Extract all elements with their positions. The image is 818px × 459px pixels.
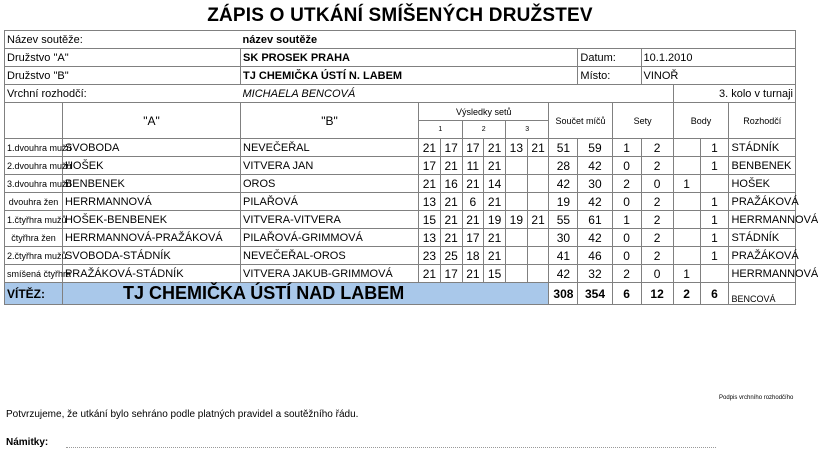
referee-value[interactable]: MICHAELA BENCOVÁ xyxy=(241,85,674,103)
discipline-cell: čtyřhra žen xyxy=(5,229,63,247)
referee-label: Vrchní rozhodčí: xyxy=(5,85,241,103)
discipline-cell: smíšená čtyřhra xyxy=(5,265,63,283)
sets-b-cell[interactable]: 2 xyxy=(641,229,673,247)
body-a-cell[interactable] xyxy=(673,157,700,175)
match-report-table xyxy=(4,30,818,305)
set3-a-cell[interactable] xyxy=(505,247,527,265)
winner-label: VÍTĚZ: xyxy=(5,283,63,305)
match-rows xyxy=(5,139,818,283)
confirmation-text: Potvrzujeme, že utkání bylo sehráno podle platných pravidel a soutěžního řádu. xyxy=(6,409,359,420)
set3-a-cell[interactable] xyxy=(505,175,527,193)
sets-a-cell[interactable]: 1 xyxy=(612,211,641,229)
set3-b-cell[interactable] xyxy=(527,229,549,247)
set1-b-cell[interactable]: 21 xyxy=(440,229,462,247)
place-value[interactable]: VINOŘ xyxy=(641,67,795,85)
sets-b-cell[interactable]: 2 xyxy=(641,193,673,211)
set3-b-cell[interactable] xyxy=(527,193,549,211)
match-row xyxy=(5,175,796,193)
discipline-cell: 3.dvouhra mužů xyxy=(5,175,63,193)
set3-a-cell[interactable] xyxy=(505,157,527,175)
set1-a-cell[interactable]: 17 xyxy=(419,157,441,175)
column-header-sets-results: Výsledky setů xyxy=(419,103,549,121)
body-b-cell[interactable] xyxy=(700,265,729,283)
player-b-cell[interactable]: VITVERA JAN xyxy=(241,157,419,175)
points-a-cell[interactable]: 41 xyxy=(549,247,578,265)
body-b-cell[interactable]: 1 xyxy=(700,229,729,247)
player-a-cell[interactable]: SVOBODA-STÁDNÍK xyxy=(62,247,240,265)
page-title: ZÁPIS O UTKÁNÍ SMÍŠENÝCH DRUŽSTEV xyxy=(207,5,593,26)
set3-a-cell[interactable] xyxy=(505,193,527,211)
body-a-cell[interactable] xyxy=(673,229,700,247)
match-row xyxy=(5,229,796,247)
column-header-body: Body xyxy=(673,103,729,139)
discipline-cell: 1.čtyřhra mužů xyxy=(5,211,63,229)
body-b-cell[interactable]: 1 xyxy=(700,193,729,211)
match-row xyxy=(5,139,796,157)
set-1-header: 1 xyxy=(419,121,462,139)
referee-cell[interactable]: HERRMANNOVÁ xyxy=(729,265,796,283)
set2-a-cell[interactable]: 21 xyxy=(462,175,484,193)
match-row xyxy=(5,211,796,229)
competition-row xyxy=(5,31,796,49)
points-b-cell[interactable]: 46 xyxy=(578,247,612,265)
points-a-cell[interactable]: 55 xyxy=(549,211,578,229)
set1-b-cell[interactable]: 16 xyxy=(440,175,462,193)
column-header-points-sum: Součet míčů xyxy=(549,103,612,139)
points-a-cell[interactable]: 42 xyxy=(549,265,578,283)
set1-a-cell[interactable]: 13 xyxy=(419,193,441,211)
sets-b-cell[interactable]: 2 xyxy=(641,139,673,157)
set2-a-cell[interactable]: 17 xyxy=(462,139,484,157)
set2-a-cell[interactable]: 21 xyxy=(462,265,484,283)
set3-b-cell[interactable] xyxy=(527,157,549,175)
referee-cell[interactable]: PRAŽÁKOVÁ xyxy=(729,247,796,265)
player-b-cell[interactable]: NEVEČEŘAL-OROS xyxy=(241,247,419,265)
set1-a-cell[interactable]: 21 xyxy=(419,265,441,283)
sets-a-cell[interactable]: 0 xyxy=(612,229,641,247)
body-a-cell[interactable]: 1 xyxy=(673,265,700,283)
set1-b-cell[interactable]: 21 xyxy=(440,211,462,229)
set-2-header: 2 xyxy=(462,121,505,139)
chief-referee-name[interactable]: BENCOVÁ xyxy=(729,283,796,305)
column-header-b: "B" xyxy=(241,103,419,139)
total-points-a: 308 xyxy=(549,283,578,305)
referee-cell[interactable]: HERRMANNOVÁ xyxy=(729,211,796,229)
player-a-cell[interactable]: SVOBODA xyxy=(62,139,240,157)
body-a-cell[interactable]: 1 xyxy=(673,175,700,193)
column-header-a: "A" xyxy=(62,103,240,139)
column-header-sets: Sety xyxy=(612,103,673,139)
player-a-cell[interactable]: HOŠEK xyxy=(62,157,240,175)
date-value[interactable]: 10.1.2010 xyxy=(641,49,795,67)
points-b-cell[interactable]: 61 xyxy=(578,211,612,229)
points-a-cell[interactable]: 30 xyxy=(549,229,578,247)
sets-a-cell[interactable]: 2 xyxy=(612,265,641,283)
winner-name[interactable]: TJ CHEMIČKA ÚSTÍ NAD LABEM xyxy=(62,283,548,305)
set1-a-cell[interactable]: 15 xyxy=(419,211,441,229)
player-a-cell[interactable]: HOŠEK-BENBENEK xyxy=(62,211,240,229)
set3-a-cell[interactable] xyxy=(505,265,527,283)
discipline-cell: dvouhra žen xyxy=(5,193,63,211)
total-sets-b: 12 xyxy=(641,283,673,305)
set-3-header: 3 xyxy=(505,121,548,139)
set2-b-cell[interactable]: 15 xyxy=(484,265,506,283)
referee-row xyxy=(5,85,796,103)
points-b-cell[interactable]: 42 xyxy=(578,193,612,211)
team-a-label: Družstvo "A" xyxy=(5,49,241,67)
referee-cell[interactable]: STÁDNÍK xyxy=(729,139,796,157)
referee-cell[interactable]: BENBENEK xyxy=(729,157,796,175)
player-b-cell[interactable]: VITVERA JAKUB-GRIMMOVÁ xyxy=(241,265,419,283)
set2-a-cell[interactable]: 21 xyxy=(462,211,484,229)
body-b-cell[interactable]: 1 xyxy=(700,247,729,265)
discipline-cell: 2.čtyřhra mužů xyxy=(5,247,63,265)
body-b-cell[interactable] xyxy=(700,175,729,193)
referee-cell[interactable]: PRAŽÁKOVÁ xyxy=(729,193,796,211)
set2-b-cell[interactable]: 21 xyxy=(484,247,506,265)
round-label: 3. kolo v turnaji xyxy=(673,85,795,103)
set2-b-cell[interactable]: 21 xyxy=(484,193,506,211)
body-a-cell[interactable] xyxy=(673,193,700,211)
set2-b-cell[interactable]: 21 xyxy=(484,157,506,175)
player-b-cell[interactable]: OROS xyxy=(241,175,419,193)
signature-label: Podpis vrchního rozhodčího xyxy=(719,395,794,401)
set2-a-cell[interactable]: 6 xyxy=(462,193,484,211)
set1-a-cell[interactable]: 21 xyxy=(419,175,441,193)
set3-b-cell[interactable]: 21 xyxy=(527,211,549,229)
match-row xyxy=(5,265,796,283)
match-row xyxy=(5,193,796,211)
body-a-cell[interactable] xyxy=(673,247,700,265)
body-a-cell[interactable] xyxy=(673,211,700,229)
competition-label: Název soutěže: xyxy=(5,31,241,49)
sets-a-cell[interactable]: 1 xyxy=(612,139,641,157)
set1-b-cell[interactable]: 17 xyxy=(440,265,462,283)
body-b-cell[interactable]: 1 xyxy=(700,211,729,229)
points-a-cell[interactable]: 28 xyxy=(549,157,578,175)
referee-cell[interactable]: STÁDNÍK xyxy=(729,229,796,247)
body-b-cell[interactable]: 1 xyxy=(700,157,729,175)
set1-a-cell[interactable]: 23 xyxy=(419,247,441,265)
set2-b-cell[interactable]: 21 xyxy=(484,229,506,247)
set1-a-cell[interactable]: 13 xyxy=(419,229,441,247)
discipline-cell: 1.dvouhra mužů xyxy=(5,139,63,157)
total-body-a: 2 xyxy=(673,283,700,305)
points-b-cell[interactable]: 42 xyxy=(578,229,612,247)
team-a-row xyxy=(5,49,796,67)
discipline-cell: 2.dvouhra mužů xyxy=(5,157,63,175)
points-a-cell[interactable]: 51 xyxy=(549,139,578,157)
team-b-label: Družstvo "B" xyxy=(5,67,241,85)
player-a-cell[interactable]: PRAŽÁKOVÁ-STÁDNÍK xyxy=(62,265,240,283)
set2-b-cell[interactable]: 19 xyxy=(484,211,506,229)
set3-b-cell[interactable] xyxy=(527,247,549,265)
total-sets-a: 6 xyxy=(612,283,641,305)
competition-value[interactable]: název soutěže xyxy=(241,31,796,49)
match-row xyxy=(5,247,796,265)
sets-b-cell[interactable]: 2 xyxy=(641,211,673,229)
set1-b-cell[interactable]: 17 xyxy=(440,139,462,157)
points-b-cell[interactable]: 59 xyxy=(578,139,612,157)
column-header-row xyxy=(5,103,796,121)
sets-b-cell[interactable]: 2 xyxy=(641,157,673,175)
notes-line[interactable] xyxy=(66,447,716,448)
set3-a-cell[interactable]: 13 xyxy=(505,139,527,157)
set3-b-cell[interactable] xyxy=(527,175,549,193)
points-b-cell[interactable]: 30 xyxy=(578,175,612,193)
points-a-cell[interactable]: 42 xyxy=(549,175,578,193)
match-row xyxy=(5,157,796,175)
set1-b-cell[interactable]: 21 xyxy=(440,157,462,175)
set2-b-cell[interactable]: 14 xyxy=(484,175,506,193)
set1-a-cell[interactable]: 21 xyxy=(419,139,441,157)
place-label: Místo: xyxy=(578,67,641,85)
referee-cell[interactable]: HOŠEK xyxy=(729,175,796,193)
column-header-referee: Rozhodčí xyxy=(729,103,796,139)
team-b-value[interactable]: TJ CHEMIČKA ÚSTÍ N. LABEM xyxy=(241,67,578,85)
player-a-cell[interactable]: HERRMANNOVÁ-PRAŽÁKOVÁ xyxy=(62,229,240,247)
player-b-cell[interactable]: NEVEČEŘAL xyxy=(241,139,419,157)
sets-b-cell[interactable]: 0 xyxy=(641,265,673,283)
points-b-cell[interactable]: 42 xyxy=(578,157,612,175)
set3-b-cell[interactable]: 21 xyxy=(527,139,549,157)
set2-a-cell[interactable]: 18 xyxy=(462,247,484,265)
body-b-cell[interactable]: 1 xyxy=(700,139,729,157)
body-a-cell[interactable] xyxy=(673,139,700,157)
points-a-cell[interactable]: 19 xyxy=(549,193,578,211)
player-a-cell[interactable]: BENBENEK xyxy=(62,175,240,193)
set3-b-cell[interactable] xyxy=(527,265,549,283)
set2-a-cell[interactable]: 17 xyxy=(462,229,484,247)
player-b-cell[interactable]: PILAŘOVÁ xyxy=(241,193,419,211)
points-b-cell[interactable]: 32 xyxy=(578,265,612,283)
set3-a-cell[interactable]: 19 xyxy=(505,211,527,229)
player-a-cell[interactable]: HERRMANNOVÁ xyxy=(62,193,240,211)
total-body-b: 6 xyxy=(700,283,729,305)
set2-b-cell[interactable]: 21 xyxy=(484,139,506,157)
date-label: Datum: xyxy=(578,49,641,67)
sets-a-cell[interactable]: 2 xyxy=(612,175,641,193)
winner-row xyxy=(5,283,796,305)
sets-a-cell[interactable]: 0 xyxy=(612,157,641,175)
team-a-value[interactable]: SK PROSEK PRAHA xyxy=(241,49,578,67)
total-points-b: 354 xyxy=(578,283,612,305)
set3-a-cell[interactable] xyxy=(505,229,527,247)
player-b-cell[interactable]: PILAŘOVÁ-GRIMMOVÁ xyxy=(241,229,419,247)
team-b-row xyxy=(5,67,796,85)
notes-label: Námitky: xyxy=(6,437,49,448)
player-b-cell[interactable]: VITVERA-VITVERA xyxy=(241,211,419,229)
sets-a-cell[interactable]: 0 xyxy=(612,193,641,211)
set2-a-cell[interactable]: 11 xyxy=(462,157,484,175)
sets-b-cell[interactable]: 0 xyxy=(641,175,673,193)
sets-a-cell[interactable]: 0 xyxy=(612,247,641,265)
set1-b-cell[interactable]: 21 xyxy=(440,193,462,211)
sets-b-cell[interactable]: 2 xyxy=(641,247,673,265)
set1-b-cell[interactable]: 25 xyxy=(440,247,462,265)
